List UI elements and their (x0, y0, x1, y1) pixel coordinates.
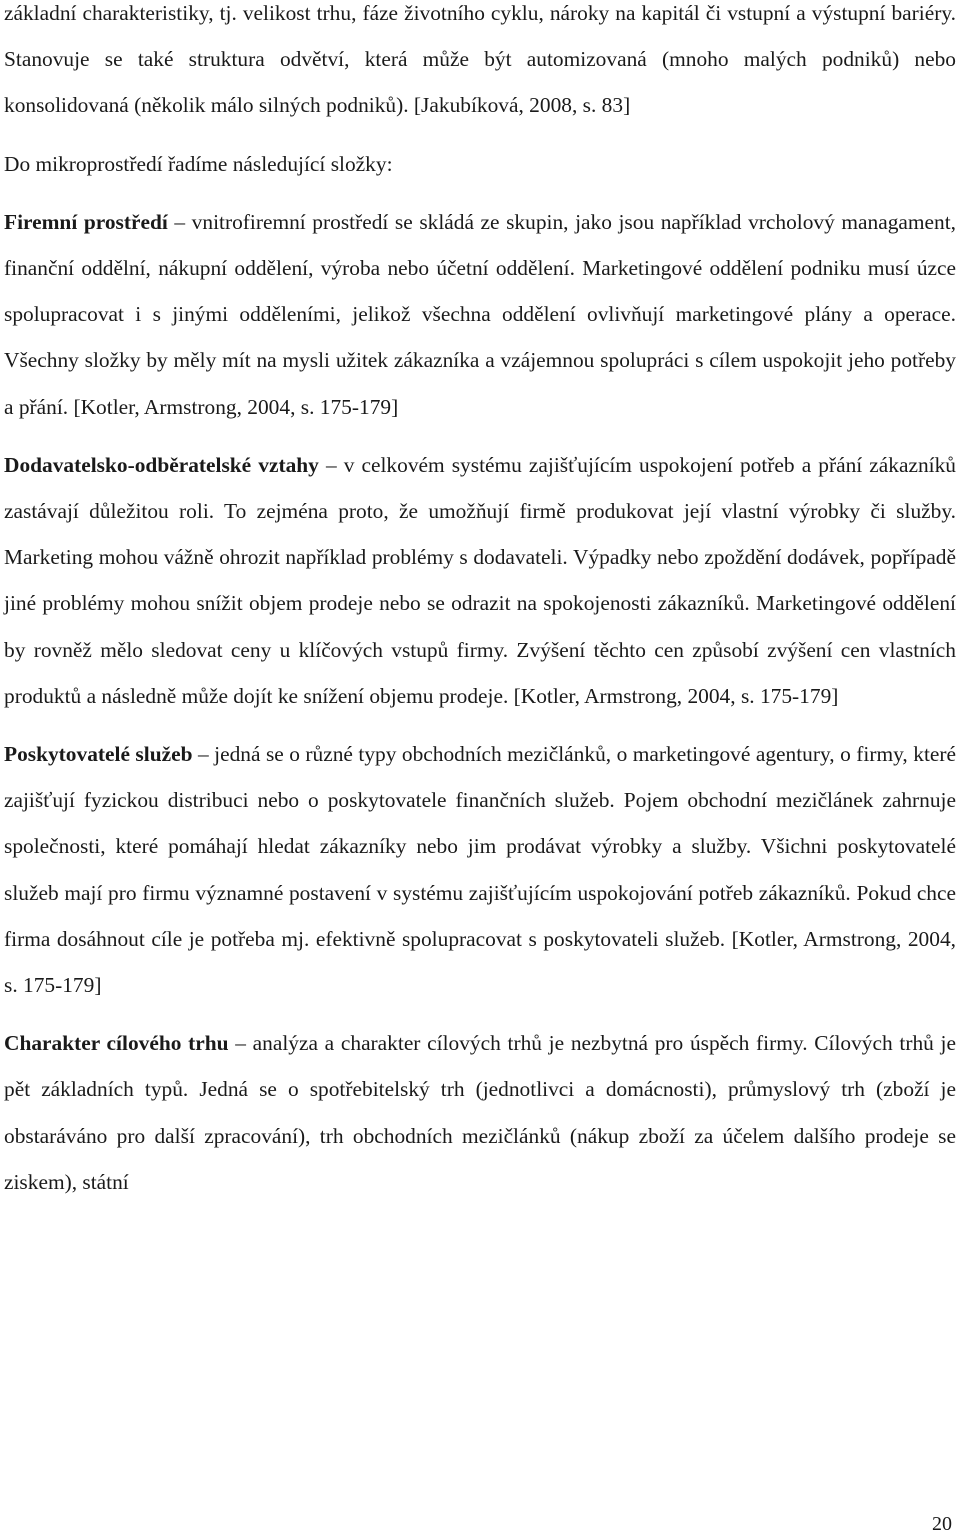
paragraph-firemni-prostredi (4, 199, 956, 430)
paragraph-dodavatelsko-odberatelske (4, 442, 956, 719)
paragraph-lead-in (4, 141, 956, 187)
paragraph-text: – v celkovém systému zajišťujícím uspokojení potřeb a přání zákazníků zastávají důležitou roli. To zejména proto, že umožňují firmě produkovat její vlastní výrobky či služby. Marketing mohou vážně ohrozit například problémy s dodavateli. Výpadky nebo zpoždění dodávek, popřípadě jiné problémy mohou snížit objem prodeje nebo se odrazit na spokojenosti zákazníků. Marketingové oddělení by rovněž mělo sledovat ceny u klíčových vstupů firmy. Zvýšení těchto cen způsobí zvýšení cen vlastních produktů a následně může dojít ke snížení objemu prodeje. [Kotler, Armstrong, 2004, s. 175-179] (4, 452, 956, 708)
term-heading: Poskytovatelé služeb (4, 742, 193, 767)
term-heading: Dodavatelsko-odběratelské vztahy (4, 452, 319, 477)
document-page (4, 0, 956, 1205)
paragraph-text: Do mikroprostředí řadíme následující složky: (4, 151, 393, 176)
paragraph-text: – vnitrofiremní prostředí se skládá ze skupin, jako jsou například vrcholový managament, finanční oddělní, nákupní oddělení, výroba nebo účetní oddělení. Marketingové oddělení podniku musí úzce spolupracovat i s jinými odděleními, jelikož všechna oddělení ovlivňují marketingové plány a operace. Všechny složky by měly mít na mysli užitek zákazníka a vzájemnou spolupráci s cílem uspokojit jeho potřeby a přání. [Kotler, Armstrong, 2004, s. 175-179] (4, 209, 957, 419)
paragraph-poskytovatele-sluzeb (4, 731, 956, 1008)
page-number: 20 (932, 1513, 952, 1535)
paragraph-text: základní charakteristiky, tj. velikost trhu, fáze životního cyklu, nároky na kapitál či vstupní a výstupní bariéry. Stanovuje se také struktura odvětví, která může být automizovaná (mnoho malých podniků) nebo konsolidovaná (několik málo silných podniků). [Jakubíková, 2008, s. 83] (4, 1, 956, 118)
term-heading: Firemní prostředí (4, 209, 168, 234)
paragraph-intro (4, 0, 956, 129)
paragraph-charakter-ciloveho-trhu (4, 1020, 956, 1205)
term-heading: Charakter cílového trhu (4, 1031, 229, 1056)
paragraph-text: – jedná se o různé typy obchodních mezičlánků, o marketingové agentury, o firmy, které zajišťují fyzickou distribuci nebo o poskytovatele finančních služeb. Pojem obchodní mezičlánek zahrnuje společnosti, které pomáhají hledat zákazníky nebo jim prodávat výrobky a služby. Všichni poskytovatelé služeb mají pro firmu významné postavení v systému zajišťujícím uspokojování potřeb zákazníků. Pokud chce firma dosáhnout cíle je potřeba mj. efektivně spolupracovat s poskytovateli služeb. [Kotler, Armstrong, 2004, s. 175-179] (4, 742, 957, 998)
paragraph-text: – analýza a charakter cílových trhů je nezbytná pro úspěch firmy. Cílových trhů je pět základních typů. Jedná se o spotřebitelský trh (jednotlivci a domácnosti), průmyslový trh (zboží je obstaráváno pro další zpracování), trh obchodních mezičlánků (nákup zboží za účelem dalšího prodeje se ziskem), státní (4, 1031, 956, 1194)
